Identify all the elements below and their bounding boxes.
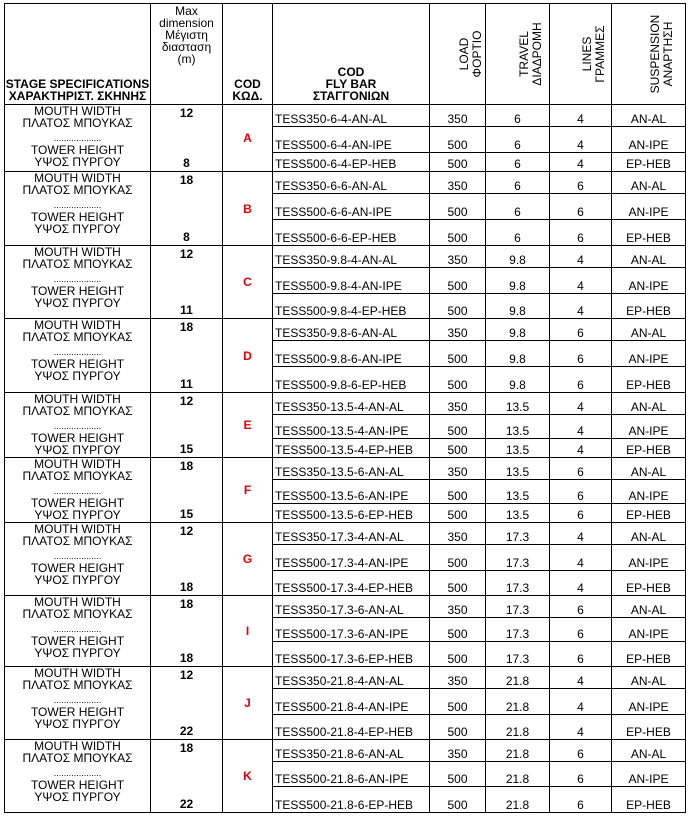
mouth-width-label-gr: ΠΛΑΤΟΣ ΜΠΟΥΚΑΣ: [22, 469, 133, 483]
max-dimension-cell: [151, 105, 223, 172]
load-value: 500: [430, 127, 486, 153]
header-max-dimension: [151, 4, 223, 105]
tower-height-label-gr: ΥΨΟΣ ΠΥΡΓΟΥ: [34, 508, 121, 522]
header-susp-en: SUSPENSION: [647, 14, 662, 94]
mouth-width-label: MOUTH WIDTH: [34, 318, 121, 332]
dotted-separator: ...................: [53, 624, 102, 634]
lines-value: 4: [550, 667, 612, 689]
tower-height-label-gr: ΥΨΟΣ ΠΥΡΓΟΥ: [34, 443, 121, 457]
mouth-width-label: MOUTH WIDTH: [34, 739, 121, 753]
travel-value: 21.8: [486, 715, 550, 740]
fly-bar-code: TESS500-6-4-AN-IPE: [273, 127, 430, 153]
travel-value: 6: [486, 172, 550, 194]
load-value: 350: [430, 740, 486, 762]
travel-value: 13.5: [486, 415, 550, 439]
suspension-value: AN-AL: [612, 393, 686, 415]
max-dimension-cell: [151, 458, 223, 523]
stage-spec-cell: [5, 458, 151, 523]
fly-bar-code: TESS350-13.5-4-AN-AL: [273, 393, 430, 415]
lines-value: 4: [550, 246, 612, 268]
load-value: 500: [430, 439, 486, 458]
group-code: F: [223, 458, 273, 523]
tower-height-label: TOWER HEIGHT: [30, 561, 125, 575]
tower-height-value: 15: [179, 442, 194, 456]
mouth-width-label: MOUTH WIDTH: [34, 666, 121, 680]
max-dimension-cell: [151, 246, 223, 319]
fly-bar-code: TESS350-17.3-4-AN-AL: [273, 523, 430, 545]
header-fly-line: ΣΤΑΓΓΟΝΙΩΝ: [312, 89, 390, 103]
mouth-width-label: MOUTH WIDTH: [34, 595, 121, 609]
mouth-width-value: 12: [179, 106, 194, 120]
lines-value: 4: [550, 393, 612, 415]
max-dimension-cell: [151, 667, 223, 740]
mouth-width-label: MOUTH WIDTH: [34, 171, 121, 185]
fly-bar-code: TESS500-21.8-6-AN-IPE: [273, 762, 430, 787]
dotted-separator: ...................: [53, 347, 102, 357]
suspension-value: AN-IPE: [612, 127, 686, 153]
suspension-value: AN-IPE: [612, 480, 686, 504]
header-max-line: διασταση: [161, 40, 212, 54]
tower-height-label-gr: ΥΨΟΣ ΠΥΡΓΟΥ: [34, 573, 121, 587]
stage-spec-table: [4, 3, 686, 813]
tower-height-value: 11: [180, 303, 193, 317]
travel-value: 21.8: [486, 762, 550, 787]
suspension-value: AN-AL: [612, 740, 686, 762]
lines-value: 4: [550, 715, 612, 740]
dotted-separator: ...................: [53, 133, 102, 143]
header-lines: [550, 4, 612, 105]
travel-value: 6: [486, 153, 550, 172]
fly-bar-code: TESS500-17.3-4-AN-IPE: [273, 545, 430, 571]
lines-value: 6: [550, 341, 612, 367]
suspension-value: AN-IPE: [612, 268, 686, 294]
load-value: 500: [430, 571, 486, 596]
dotted-separator: ...................: [53, 551, 102, 561]
tower-height-value: 11: [180, 377, 193, 391]
tower-height-value: 22: [179, 724, 194, 738]
suspension-value: EP-HEB: [612, 787, 686, 813]
load-value: 500: [430, 220, 486, 246]
tower-height-label: TOWER HEIGHT: [30, 778, 125, 792]
header-suspension: [612, 4, 686, 105]
suspension-value: AN-AL: [612, 596, 686, 618]
stage-spec-cell: [5, 740, 151, 813]
group-code: D: [223, 319, 273, 393]
header-fly-bar: [273, 4, 430, 105]
lines-value: 6: [550, 762, 612, 787]
lines-value: 6: [550, 740, 612, 762]
lines-value: 6: [550, 642, 612, 667]
lines-value: 4: [550, 571, 612, 596]
lines-value: 6: [550, 787, 612, 813]
load-value: 350: [430, 523, 486, 545]
mouth-width-label: MOUTH WIDTH: [34, 522, 121, 536]
suspension-value: EP-HEB: [612, 715, 686, 740]
mouth-width-value: 18: [179, 173, 194, 187]
fly-bar-code: TESS500-9.8-4-AN-IPE: [273, 268, 430, 294]
fly-bar-code: TESS350-17.3-6-AN-AL: [273, 596, 430, 618]
travel-value: 17.3: [486, 596, 550, 618]
load-value: 350: [430, 319, 486, 341]
header-travel-gr: ΔΙΑΔΡΟΜΗ: [529, 22, 544, 86]
load-value: 500: [430, 341, 486, 367]
fly-bar-code: TESS500-21.8-6-EP-HEB: [273, 787, 430, 813]
tower-height-label-gr: ΥΨΟΣ ΠΥΡΓΟΥ: [34, 790, 121, 804]
suspension-value: EP-HEB: [612, 571, 686, 596]
group-code: J: [223, 667, 273, 740]
load-value: 500: [430, 545, 486, 571]
mouth-width-value: 18: [179, 320, 194, 334]
mouth-width-label-gr: ΠΛΑΤΟΣ ΜΠΟΥΚΑΣ: [22, 257, 133, 271]
mouth-width-label-gr: ΠΛΑΤΟΣ ΜΠΟΥΚΑΣ: [22, 183, 133, 197]
lines-value: 4: [550, 268, 612, 294]
suspension-value: EP-HEB: [612, 220, 686, 246]
lines-value: 6: [550, 596, 612, 618]
max-dimension-cell: [151, 740, 223, 813]
lines-value: 4: [550, 153, 612, 172]
table-row: [5, 458, 686, 480]
header-fly-line: COD: [337, 65, 365, 79]
mouth-width-label: MOUTH WIDTH: [34, 457, 121, 471]
table-row: [5, 172, 686, 194]
fly-bar-code: TESS500-6-6-AN-IPE: [273, 194, 430, 220]
travel-value: 17.3: [486, 618, 550, 642]
stage-spec-cell: [5, 596, 151, 667]
table-row: [5, 740, 686, 762]
load-value: 500: [430, 415, 486, 439]
mouth-width-value: 12: [179, 668, 194, 682]
header-max-line: Μέγιστη: [165, 28, 208, 42]
fly-bar-code: TESS500-6-4-EP-HEB: [273, 153, 430, 172]
suspension-value: EP-HEB: [612, 504, 686, 523]
fly-bar-code: TESS500-21.8-4-AN-IPE: [273, 689, 430, 715]
travel-value: 13.5: [486, 458, 550, 480]
max-dimension-cell: [151, 596, 223, 667]
suspension-value: AN-AL: [612, 523, 686, 545]
dotted-separator: ...................: [53, 695, 102, 705]
header-susp-gr: ΑΝΑΡΤΗΣΗ: [660, 21, 675, 87]
fly-bar-code: TESS500-9.8-6-AN-IPE: [273, 341, 430, 367]
lines-value: 4: [550, 105, 612, 127]
mouth-width-value: 18: [179, 459, 194, 473]
table-row: [5, 393, 686, 415]
mouth-width-value: 18: [179, 597, 194, 611]
suspension-value: AN-AL: [612, 319, 686, 341]
dotted-separator: ...................: [53, 486, 102, 496]
header-cod-gr: ΚΩΔ.: [232, 89, 263, 103]
load-value: 500: [430, 480, 486, 504]
fly-bar-code: TESS500-6-6-EP-HEB: [273, 220, 430, 246]
stage-spec-cell: [5, 393, 151, 458]
header-stage-specs: [5, 4, 151, 105]
header-load: [430, 4, 486, 105]
header-row: [5, 4, 686, 105]
lines-value: 4: [550, 545, 612, 571]
header-max-line: (m): [177, 52, 196, 66]
travel-value: 9.8: [486, 268, 550, 294]
load-value: 500: [430, 504, 486, 523]
mouth-width-label-gr: ΠΛΑΤΟΣ ΜΠΟΥΚΑΣ: [22, 607, 133, 621]
travel-value: 9.8: [486, 367, 550, 393]
travel-value: 17.3: [486, 523, 550, 545]
dotted-separator: ...................: [53, 421, 102, 431]
suspension-value: AN-IPE: [612, 194, 686, 220]
tower-height-value: 8: [183, 156, 190, 170]
group-code: K: [223, 740, 273, 813]
header-max-line: dimension: [159, 16, 214, 30]
stage-spec-cell: [5, 246, 151, 319]
load-value: 500: [430, 268, 486, 294]
dotted-separator: ...................: [53, 768, 102, 778]
lines-value: 6: [550, 220, 612, 246]
tower-height-label: TOWER HEIGHT: [30, 705, 125, 719]
group-code: E: [223, 393, 273, 458]
table-row: [5, 319, 686, 341]
stage-spec-cell: [5, 667, 151, 740]
load-value: 500: [430, 153, 486, 172]
lines-value: 6: [550, 618, 612, 642]
header-lines-en: LINES: [579, 36, 594, 72]
table-row: [5, 246, 686, 268]
lines-value: 6: [550, 194, 612, 220]
lines-value: 4: [550, 689, 612, 715]
lines-value: 4: [550, 294, 612, 319]
fly-bar-code: TESS350-9.8-6-AN-AL: [273, 319, 430, 341]
tower-height-label-gr: ΥΨΟΣ ΠΥΡΓΟΥ: [34, 369, 121, 383]
travel-value: 9.8: [486, 319, 550, 341]
lines-value: 4: [550, 439, 612, 458]
group-code: C: [223, 246, 273, 319]
travel-value: 21.8: [486, 667, 550, 689]
suspension-value: AN-AL: [612, 246, 686, 268]
suspension-value: AN-IPE: [612, 762, 686, 787]
tower-height-label: TOWER HEIGHT: [30, 143, 125, 157]
group-code: I: [223, 596, 273, 667]
fly-bar-code: TESS350-21.8-4-AN-AL: [273, 667, 430, 689]
load-value: 500: [430, 787, 486, 813]
lines-value: 6: [550, 504, 612, 523]
tower-height-label: TOWER HEIGHT: [30, 284, 125, 298]
max-dimension-cell: [151, 319, 223, 393]
fly-bar-code: TESS500-13.5-6-AN-IPE: [273, 480, 430, 504]
fly-bar-code: TESS350-21.8-6-AN-AL: [273, 740, 430, 762]
suspension-value: EP-HEB: [612, 439, 686, 458]
stage-spec-cell: [5, 523, 151, 596]
mouth-width-label-gr: ΠΛΑΤΟΣ ΜΠΟΥΚΑΣ: [22, 404, 133, 418]
lines-value: 6: [550, 172, 612, 194]
max-dimension-cell: [151, 172, 223, 246]
travel-value: 6: [486, 127, 550, 153]
fly-bar-code: TESS350-9.8-4-AN-AL: [273, 246, 430, 268]
travel-value: 21.8: [486, 787, 550, 813]
suspension-value: AN-IPE: [612, 415, 686, 439]
suspension-value: AN-AL: [612, 458, 686, 480]
mouth-width-value: 12: [179, 524, 194, 538]
header-max-line: Max: [175, 4, 198, 18]
load-value: 350: [430, 172, 486, 194]
mouth-width-label-gr: ΠΛΑΤΟΣ ΜΠΟΥΚΑΣ: [22, 534, 133, 548]
suspension-value: EP-HEB: [612, 294, 686, 319]
lines-value: 4: [550, 127, 612, 153]
load-value: 500: [430, 642, 486, 667]
fly-bar-code: TESS350-13.5-6-AN-AL: [273, 458, 430, 480]
mouth-width-label-gr: ΠΛΑΤΟΣ ΜΠΟΥΚΑΣ: [22, 678, 133, 692]
travel-value: 13.5: [486, 480, 550, 504]
header-travel-en: TRAVEL: [516, 31, 531, 77]
fly-bar-code: TESS500-13.5-4-AN-IPE: [273, 415, 430, 439]
load-value: 500: [430, 367, 486, 393]
travel-value: 21.8: [486, 689, 550, 715]
mouth-width-label: MOUTH WIDTH: [34, 104, 121, 118]
travel-value: 13.5: [486, 504, 550, 523]
load-value: 350: [430, 246, 486, 268]
tower-height-label-gr: ΥΨΟΣ ΠΥΡΓΟΥ: [34, 717, 121, 731]
group-code: A: [223, 105, 273, 172]
travel-value: 9.8: [486, 341, 550, 367]
travel-value: 9.8: [486, 294, 550, 319]
suspension-value: EP-HEB: [612, 642, 686, 667]
tower-height-label: TOWER HEIGHT: [30, 634, 125, 648]
travel-value: 17.3: [486, 642, 550, 667]
mouth-width-label-gr: ΠΛΑΤΟΣ ΜΠΟΥΚΑΣ: [22, 751, 133, 765]
tower-height-label-gr: ΥΨΟΣ ΠΥΡΓΟΥ: [34, 222, 121, 236]
tower-height-label: TOWER HEIGHT: [30, 357, 125, 371]
header-load-en: LOAD: [456, 37, 471, 71]
load-value: 500: [430, 715, 486, 740]
max-dimension-cell: [151, 523, 223, 596]
suspension-value: AN-AL: [612, 667, 686, 689]
group-code: G: [223, 523, 273, 596]
mouth-width-label: MOUTH WIDTH: [34, 245, 121, 259]
header-cod-en: COD: [234, 77, 261, 91]
tower-height-value: 18: [179, 651, 194, 665]
load-value: 500: [430, 689, 486, 715]
suspension-value: AN-IPE: [612, 545, 686, 571]
header-travel: [486, 4, 550, 105]
tower-height-label-gr: ΥΨΟΣ ΠΥΡΓΟΥ: [34, 155, 121, 169]
travel-value: 21.8: [486, 740, 550, 762]
table-row: [5, 667, 686, 689]
mouth-width-value: 12: [179, 247, 194, 261]
group-code: B: [223, 172, 273, 246]
header-lines-gr: ΓΡΑΜΜΕΣ: [592, 25, 607, 83]
dotted-separator: ...................: [53, 274, 102, 284]
dotted-separator: ...................: [53, 200, 102, 210]
suspension-value: AN-AL: [612, 105, 686, 127]
tower-height-label: TOWER HEIGHT: [30, 496, 125, 510]
load-value: 350: [430, 667, 486, 689]
suspension-value: AN-IPE: [612, 689, 686, 715]
fly-bar-code: TESS350-6-6-AN-AL: [273, 172, 430, 194]
tower-height-label-gr: ΥΨΟΣ ΠΥΡΓΟΥ: [34, 296, 121, 310]
load-value: 500: [430, 294, 486, 319]
load-value: 500: [430, 762, 486, 787]
table-row: [5, 596, 686, 618]
lines-value: 6: [550, 319, 612, 341]
max-dimension-cell: [151, 393, 223, 458]
stage-spec-cell: [5, 319, 151, 393]
mouth-width-value: 18: [179, 741, 194, 755]
mouth-width-value: 12: [179, 394, 194, 408]
mouth-width-label-gr: ΠΛΑΤΟΣ ΜΠΟΥΚΑΣ: [22, 330, 133, 344]
header-load-gr: ΦΟΡΤΙΟ: [469, 30, 484, 78]
stage-spec-cell: [5, 172, 151, 246]
table-row: [5, 105, 686, 127]
fly-bar-code: TESS500-13.5-4-EP-HEB: [273, 439, 430, 458]
tower-height-value: 8: [183, 230, 190, 244]
fly-bar-code: TESS500-17.3-4-EP-HEB: [273, 571, 430, 596]
header-stage-en: STAGE SPECIFICATIONS: [5, 77, 150, 91]
lines-value: 4: [550, 415, 612, 439]
fly-bar-code: TESS500-13.5-6-EP-HEB: [273, 504, 430, 523]
suspension-value: EP-HEB: [612, 367, 686, 393]
header-cod: [223, 4, 273, 105]
fly-bar-code: TESS500-17.3-6-EP-HEB: [273, 642, 430, 667]
fly-bar-code: TESS350-6-4-AN-AL: [273, 105, 430, 127]
travel-value: 13.5: [486, 439, 550, 458]
lines-value: 6: [550, 367, 612, 393]
mouth-width-label: MOUTH WIDTH: [34, 392, 121, 406]
load-value: 350: [430, 393, 486, 415]
table-row: [5, 523, 686, 545]
tower-height-label: TOWER HEIGHT: [30, 210, 125, 224]
header-stage-gr: ΧΑΡΑΚΤΗΡΙΣΤ. ΣΚΗΝΗΣ: [8, 89, 147, 103]
tower-height-value: 18: [179, 580, 194, 594]
load-value: 350: [430, 596, 486, 618]
travel-value: 6: [486, 194, 550, 220]
header-fly-line: FLY BAR: [325, 77, 377, 91]
tower-height-label: TOWER HEIGHT: [30, 431, 125, 445]
suspension-value: EP-HEB: [612, 153, 686, 172]
suspension-value: AN-AL: [612, 172, 686, 194]
fly-bar-code: TESS500-21.8-4-EP-HEB: [273, 715, 430, 740]
tower-height-value: 15: [179, 507, 194, 521]
tower-height-value: 22: [179, 797, 194, 811]
travel-value: 9.8: [486, 246, 550, 268]
load-value: 350: [430, 458, 486, 480]
load-value: 350: [430, 105, 486, 127]
stage-spec-cell: [5, 105, 151, 172]
load-value: 500: [430, 618, 486, 642]
lines-value: 6: [550, 458, 612, 480]
load-value: 500: [430, 194, 486, 220]
lines-value: 4: [550, 523, 612, 545]
suspension-value: AN-IPE: [612, 341, 686, 367]
mouth-width-label-gr: ΠΛΑΤΟΣ ΜΠΟΥΚΑΣ: [22, 116, 133, 130]
lines-value: 6: [550, 480, 612, 504]
fly-bar-code: TESS500-17.3-6-AN-IPE: [273, 618, 430, 642]
travel-value: 17.3: [486, 571, 550, 596]
travel-value: 6: [486, 105, 550, 127]
travel-value: 17.3: [486, 545, 550, 571]
fly-bar-code: TESS500-9.8-6-EP-HEB: [273, 367, 430, 393]
travel-value: 13.5: [486, 393, 550, 415]
tower-height-label-gr: ΥΨΟΣ ΠΥΡΓΟΥ: [34, 646, 121, 660]
fly-bar-code: TESS500-9.8-4-EP-HEB: [273, 294, 430, 319]
suspension-value: AN-IPE: [612, 618, 686, 642]
travel-value: 6: [486, 220, 550, 246]
